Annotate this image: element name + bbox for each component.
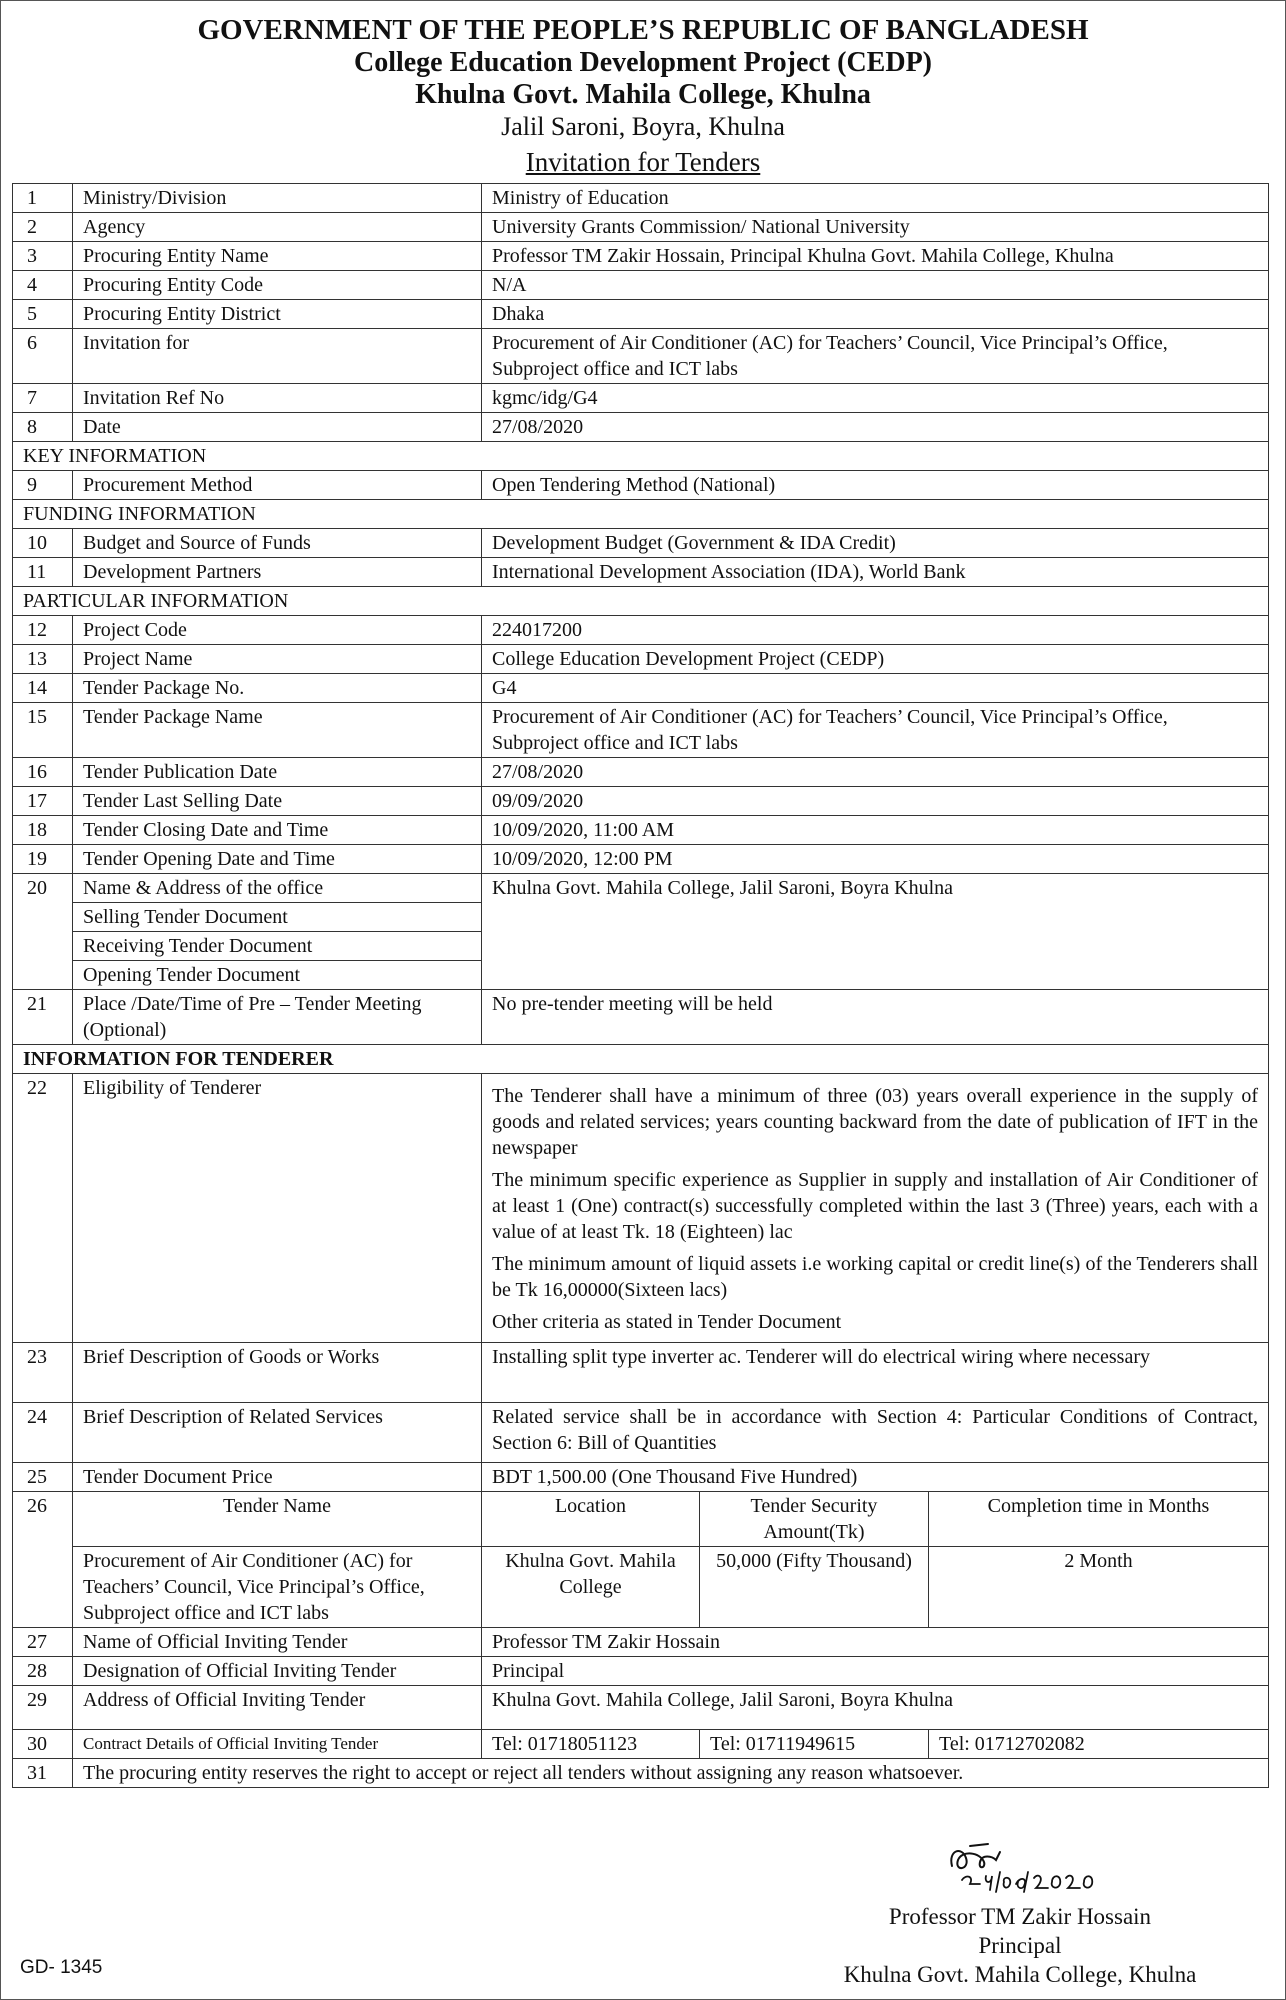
row-value: Development Budget (Government & IDA Credit) [482, 529, 1269, 558]
row-label: Name of Official Inviting Tender [73, 1628, 482, 1657]
row-value: Khulna Govt. Mahila College, Jalil Saroni, Boyra Khulna [482, 874, 1269, 990]
row-number: 4 [13, 271, 73, 300]
row-label: Tender Package Name [73, 703, 482, 758]
row-value: Professor TM Zakir Hossain [482, 1628, 1269, 1657]
signatory-name: Professor TM Zakir Hossain [888, 1904, 1152, 1929]
row-number: 30 [13, 1730, 73, 1759]
section-heading: KEY INFORMATION [13, 442, 1269, 471]
signature-block [780, 1902, 1260, 1989]
row-label: Tender Package No. [73, 674, 482, 703]
column-header: Tender Security Amount(Tk) [700, 1492, 929, 1547]
row-number: 2 [13, 213, 73, 242]
table-row [13, 787, 1269, 816]
table-row [13, 816, 1269, 845]
row-number: 11 [13, 558, 73, 587]
project-heading: College Education Development Project (CEDP) [353, 47, 933, 78]
table-row-21 [13, 990, 1269, 1045]
row-number: 5 [13, 300, 73, 329]
row-label: Receiving Tender Document [73, 932, 482, 961]
row-number: 19 [13, 845, 73, 874]
handwritten-signature [940, 1838, 1100, 1898]
signatory-office: Khulna Govt. Mahila College, Khulna [843, 1962, 1197, 1987]
table-row-30 [13, 1730, 1269, 1759]
row-value: International Development Association (IDA), World Bank [482, 558, 1269, 587]
row-label: Opening Tender Document [73, 961, 482, 990]
row-value: Dhaka [482, 300, 1269, 329]
row-label: Development Partners [73, 558, 482, 587]
column-header: Tender Name [73, 1492, 482, 1547]
table-row-28 [13, 1657, 1269, 1686]
row-number: 3 [13, 242, 73, 271]
row-value: College Education Development Project (CEDP) [482, 645, 1269, 674]
row-number: 29 [13, 1686, 73, 1730]
row-number: 12 [13, 616, 73, 645]
document-header [0, 14, 1286, 179]
eligibility-text [482, 1074, 1269, 1343]
row-label: Project Code [73, 616, 482, 645]
address-heading: Jalil Saroni, Boyra, Khulna [501, 112, 785, 141]
eligibility-paragraph: The minimum amount of liquid assets i.e working capital or credit line(s) of the Tenderers shall be Tk 16,00000(Sixteen lacs) [492, 1253, 1259, 1301]
table-row [13, 616, 1269, 645]
security-cell: 50,000 (Fifty Thousand) [700, 1547, 929, 1628]
row-value: University Grants Commission/ National University [482, 213, 1269, 242]
row-label: Procuring Entity District [73, 300, 482, 329]
row-value: No pre-tender meeting will be held [482, 990, 1269, 1045]
column-header: Location [482, 1492, 700, 1547]
table-row-29 [13, 1686, 1269, 1730]
table-row [13, 529, 1269, 558]
section-row-key [13, 442, 1269, 471]
table-row [13, 413, 1269, 442]
row-value: 27/08/2020 [482, 758, 1269, 787]
table-row [13, 758, 1269, 787]
row-number: 17 [13, 787, 73, 816]
table-row [13, 184, 1269, 213]
table-row-26-body [13, 1547, 1269, 1628]
row-label: Tender Closing Date and Time [73, 816, 482, 845]
row-label: Date [73, 413, 482, 442]
tender-table [12, 183, 1269, 1788]
table-row [13, 242, 1269, 271]
table-row [13, 674, 1269, 703]
section-row-tenderer [13, 1045, 1269, 1074]
row-label: Place /Date/Time of Pre – Tender Meeting (Optional) [73, 990, 482, 1045]
row-label: Contract Details of Official Inviting Tender [73, 1730, 482, 1759]
section-heading: FUNDING INFORMATION [13, 500, 1269, 529]
row-number: 10 [13, 529, 73, 558]
row-number: 25 [13, 1463, 73, 1492]
table-row-27 [13, 1628, 1269, 1657]
row-label: Procuring Entity Name [73, 242, 482, 271]
row-label: Procuring Entity Code [73, 271, 482, 300]
row-value: 224017200 [482, 616, 1269, 645]
table-row-25 [13, 1463, 1269, 1492]
row-number: 20 [13, 874, 73, 990]
row-number: 28 [13, 1657, 73, 1686]
table-row-31 [13, 1759, 1269, 1788]
row-number: 14 [13, 674, 73, 703]
table-row [13, 213, 1269, 242]
row-value: Procurement of Air Conditioner (AC) for Teachers’ Council, Vice Principal’s Office, Subproject office and ICT labs [482, 329, 1269, 384]
row-value: N/A [482, 271, 1269, 300]
row-number: 31 [13, 1759, 73, 1788]
table-row [13, 300, 1269, 329]
college-heading: Khulna Govt. Mahila College, Khulna [415, 79, 871, 110]
table-row-20 [13, 874, 1269, 903]
row-label: Selling Tender Document [73, 903, 482, 932]
row-number: 1 [13, 184, 73, 213]
phone-3: Tel: 01712702082 [929, 1730, 1269, 1759]
eligibility-paragraph: Other criteria as stated in Tender Document [492, 1311, 842, 1333]
row-number: 7 [13, 384, 73, 413]
table-row [13, 645, 1269, 674]
row-label: Tender Last Selling Date [73, 787, 482, 816]
row-value: 27/08/2020 [482, 413, 1269, 442]
row-value: Installing split type inverter ac. Tenderer will do electrical wiring where necessary [482, 1343, 1269, 1403]
row-number: 6 [13, 329, 73, 384]
phone-2: Tel: 01711949615 [700, 1730, 929, 1759]
row-number: 22 [13, 1074, 73, 1343]
row-value: G4 [482, 674, 1269, 703]
row-number: 8 [13, 413, 73, 442]
row-number: 23 [13, 1343, 73, 1403]
row-value: The procuring entity reserves the right to accept or reject all tenders without assigning any reason whatsoever. [73, 1759, 1269, 1788]
row-number: 15 [13, 703, 73, 758]
row-label: Address of Official Inviting Tender [73, 1686, 482, 1730]
row-label: Eligibility of Tenderer [73, 1074, 482, 1343]
table-row-22 [13, 1074, 1269, 1343]
row-label: Invitation Ref No [73, 384, 482, 413]
eligibility-paragraph: The minimum specific experience as Supplier in supply and installation of Air Conditioner of at least 1 (One) contract(s) successfully completed within the last 3 (Three) years, each with a value of at least Tk. 18 (Eighteen) lac [492, 1169, 1259, 1243]
row-value: Khulna Govt. Mahila College, Jalil Saroni, Boyra Khulna [482, 1686, 1269, 1730]
row-number: 13 [13, 645, 73, 674]
table-row [13, 471, 1269, 500]
row-label: Agency [73, 213, 482, 242]
tender-name-cell: Procurement of Air Conditioner (AC) for Teachers’ Council, Vice Principal’s Office, Subproject office and ICT labs [73, 1547, 482, 1628]
table-row-26-header [13, 1492, 1269, 1547]
row-label: Invitation for [73, 329, 482, 384]
row-label: Brief Description of Goods or Works [73, 1343, 482, 1403]
row-label: Tender Opening Date and Time [73, 845, 482, 874]
row-number: 24 [13, 1403, 73, 1463]
row-label: Project Name [73, 645, 482, 674]
table-row [13, 329, 1269, 384]
row-label: Procurement Method [73, 471, 482, 500]
row-value: Procurement of Air Conditioner (AC) for Teachers’ Council, Vice Principal’s Office, Subproject office and ICT labs [482, 703, 1269, 758]
footer-code: GD- 1345 [20, 1957, 103, 1978]
row-value: BDT 1,500.00 (One Thousand Five Hundred) [482, 1463, 1269, 1492]
row-value: 10/09/2020, 11:00 AM [482, 816, 1269, 845]
row-value: Professor TM Zakir Hossain, Principal Khulna Govt. Mahila College, Khulna [482, 242, 1269, 271]
row-number: 16 [13, 758, 73, 787]
government-heading: GOVERNMENT OF THE PEOPLE’S REPUBLIC OF BANGLADESH [197, 14, 1089, 46]
row-label: Ministry/Division [73, 184, 482, 213]
row-number: 9 [13, 471, 73, 500]
phone-1: Tel: 01718051123 [482, 1730, 700, 1759]
table-row [13, 845, 1269, 874]
row-value: Related service shall be in accordance with Section 4: Particular Conditions of Contract, Section 6: Bill of Quantities [482, 1403, 1269, 1463]
table-row [13, 271, 1269, 300]
table-row [13, 558, 1269, 587]
eligibility-paragraph: The Tenderer shall have a minimum of three (03) years overall experience in the supply of goods and related services; years counting backward from the date of publication of IFT in the newspaper [492, 1085, 1259, 1159]
table-row-23 [13, 1343, 1269, 1403]
table-row [13, 703, 1269, 758]
table-row [13, 384, 1269, 413]
row-value: kgmc/idg/G4 [482, 384, 1269, 413]
row-value: 09/09/2020 [482, 787, 1269, 816]
row-number: 18 [13, 816, 73, 845]
row-value: Principal [482, 1657, 1269, 1686]
row-label: Brief Description of Related Services [73, 1403, 482, 1463]
row-label: Budget and Source of Funds [73, 529, 482, 558]
section-row-particular [13, 587, 1269, 616]
signatory-designation: Principal [978, 1933, 1062, 1958]
row-label: Tender Publication Date [73, 758, 482, 787]
row-number: 26 [13, 1492, 73, 1628]
row-value: Open Tendering Method (National) [482, 471, 1269, 500]
row-number: 21 [13, 990, 73, 1045]
row-value: 10/09/2020, 12:00 PM [482, 845, 1269, 874]
column-header: Completion time in Months [929, 1492, 1269, 1547]
location-cell: Khulna Govt. Mahila College [482, 1547, 700, 1628]
section-heading: PARTICULAR INFORMATION [13, 587, 1269, 616]
section-row-funding [13, 500, 1269, 529]
row-number: 27 [13, 1628, 73, 1657]
row-label: Designation of Official Inviting Tender [73, 1657, 482, 1686]
table-row-24 [13, 1403, 1269, 1463]
document-title: Invitation for Tenders [525, 147, 761, 177]
row-value: Ministry of Education [482, 184, 1269, 213]
row-label: Name & Address of the office [73, 874, 482, 903]
completion-cell: 2 Month [929, 1547, 1269, 1628]
row-label: Tender Document Price [73, 1463, 482, 1492]
section-heading: INFORMATION FOR TENDERER [13, 1045, 1269, 1074]
